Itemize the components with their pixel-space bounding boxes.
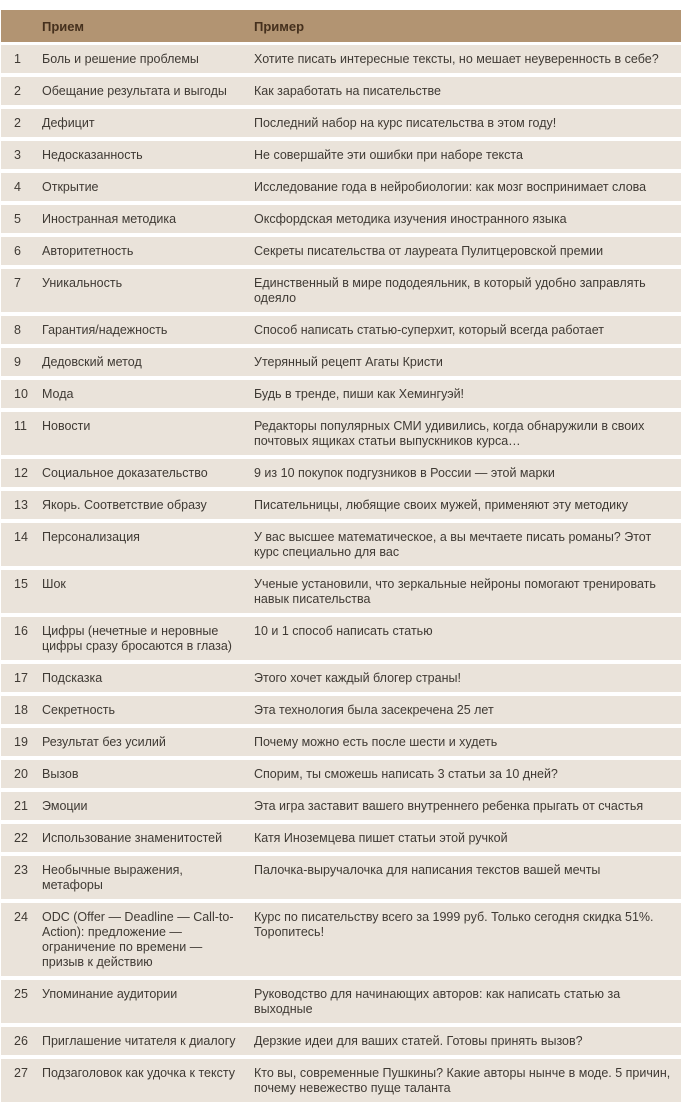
technique-cell: Вызов bbox=[42, 767, 79, 781]
table-row bbox=[1, 664, 681, 692]
table-row bbox=[1, 792, 681, 820]
example-cell: Секреты писательства от лауреата Пулитцеровской премии bbox=[254, 244, 604, 258]
table-row bbox=[1, 903, 681, 976]
example-cell: Палочка-выручалочка для написания текстов вашей мечты bbox=[254, 863, 601, 877]
technique-cell: Эмоции bbox=[42, 799, 88, 813]
technique-cell: Приглашение читателя к диалогу bbox=[42, 1034, 236, 1048]
example-cell: 9 из 10 покупок подгузников в России — этой марки bbox=[254, 466, 555, 480]
row-number-cell: 6 bbox=[14, 244, 21, 258]
table-row bbox=[1, 491, 681, 519]
technique-cell: Необычные выражения, метафоры bbox=[42, 863, 183, 892]
table-row bbox=[1, 109, 681, 137]
technique-cell: Уникальность bbox=[42, 276, 123, 290]
technique-cell: Шок bbox=[42, 577, 66, 591]
row-number-cell: 7 bbox=[14, 276, 21, 290]
table-row bbox=[1, 348, 681, 376]
row-number-cell: 20 bbox=[14, 767, 28, 781]
header-example-cell: Пример bbox=[254, 19, 305, 34]
technique-cell: Подсказка bbox=[42, 671, 103, 685]
technique-cell: Якорь. Соответствие образу bbox=[42, 498, 207, 512]
table-row bbox=[1, 269, 681, 312]
table-header-row bbox=[1, 10, 681, 42]
example-cell: Катя Иноземцева пишет статьи этой ручкой bbox=[254, 831, 508, 845]
table-row bbox=[1, 45, 681, 73]
technique-cell: Упоминание аудитории bbox=[42, 987, 178, 1001]
table-row bbox=[1, 570, 681, 613]
row-number-cell: 1 bbox=[14, 52, 21, 66]
example-cell: Как заработать на писательстве bbox=[254, 84, 441, 98]
table-row bbox=[1, 760, 681, 788]
table-row bbox=[1, 1027, 681, 1055]
example-cell: Единственный в мире пододеяльник, в который удобно заправлять одеяло bbox=[254, 276, 646, 305]
example-cell: Утерянный рецепт Агаты Кристи bbox=[254, 355, 443, 369]
row-number-cell: 12 bbox=[14, 466, 28, 480]
table-body bbox=[1, 45, 681, 1102]
row-number-cell: 5 bbox=[14, 212, 21, 226]
example-cell: Хотите писать интересные тексты, но мешает неуверенность в себе? bbox=[254, 52, 659, 66]
row-number-cell: 8 bbox=[14, 323, 21, 337]
example-cell: Кто вы, современные Пушкины? Какие авторы нынче в моде. 5 причин, почему невежество пуще таланта bbox=[254, 1066, 671, 1095]
table-row bbox=[1, 459, 681, 487]
technique-cell: Обещание результата и выгоды bbox=[42, 84, 227, 98]
technique-cell: Цифры (нечетные и неровные цифры сразу бросаются в глаза) bbox=[42, 624, 232, 653]
row-number-cell: 23 bbox=[14, 863, 28, 877]
technique-cell: ODC (Offer — Deadline — Call-to-Action): предложение — ограничение по времени — призыв к действию bbox=[42, 910, 234, 969]
table-row bbox=[1, 412, 681, 455]
technique-cell: Дедовский метод bbox=[42, 355, 142, 369]
technique-cell: Дефицит bbox=[42, 116, 95, 130]
technique-cell: Иностранная методика bbox=[42, 212, 177, 226]
row-number-cell: 2 bbox=[14, 116, 21, 130]
example-cell: Ученые установили, что зеркальные нейроны помогают тренировать навык писательства bbox=[254, 577, 656, 606]
row-number-cell: 13 bbox=[14, 498, 28, 512]
technique-cell: Гарантия/надежность bbox=[42, 323, 168, 337]
table-row bbox=[1, 141, 681, 169]
row-number-cell: 21 bbox=[14, 799, 28, 813]
example-cell: Редакторы популярных СМИ удивились, когда обнаружили в своих почтовых ящиках статьи выпускников курса… bbox=[254, 419, 645, 448]
technique-cell: Социальное доказательство bbox=[42, 466, 208, 480]
row-number-cell: 10 bbox=[14, 387, 28, 401]
example-cell: 10 и 1 способ написать статью bbox=[254, 624, 433, 638]
table-row bbox=[1, 980, 681, 1023]
row-number-cell: 25 bbox=[14, 987, 28, 1001]
technique-cell: Боль и решение проблемы bbox=[42, 52, 199, 66]
row-number-cell: 4 bbox=[14, 180, 21, 194]
header-technique-cell: Прием bbox=[42, 19, 84, 34]
example-cell: Курс по писательству всего за 1999 руб. Только сегодня скидка 51%. Торопитесь! bbox=[254, 910, 654, 939]
example-cell: Будь в тренде, пиши как Хемингуэй! bbox=[254, 387, 465, 401]
technique-cell: Открытие bbox=[42, 180, 99, 194]
table-row bbox=[1, 316, 681, 344]
row-number-cell: 18 bbox=[14, 703, 28, 717]
table-row bbox=[1, 728, 681, 756]
table-row bbox=[1, 523, 681, 566]
table-row bbox=[1, 77, 681, 105]
row-number-cell: 17 bbox=[14, 671, 28, 685]
row-number-cell: 26 bbox=[14, 1034, 28, 1048]
example-cell: Не совершайте эти ошибки при наборе текста bbox=[254, 148, 523, 162]
row-number-cell: 11 bbox=[14, 419, 27, 433]
example-cell: Эта игра заставит вашего внутреннего ребенка прыгать от счастья bbox=[254, 799, 644, 813]
table-row bbox=[1, 856, 681, 899]
example-cell: Эта технология была засекречена 25 лет bbox=[254, 703, 494, 717]
row-number-cell: 2 bbox=[14, 84, 21, 98]
example-cell: Писательницы, любящие своих мужей, применяют эту методику bbox=[254, 498, 629, 512]
example-cell: Руководство для начинающих авторов: как написать статью за выходные bbox=[254, 987, 621, 1016]
table-row bbox=[1, 824, 681, 852]
table-row bbox=[1, 696, 681, 724]
example-cell: Дерзкие идеи для ваших статей. Готовы принять вызов? bbox=[254, 1034, 583, 1048]
technique-cell: Использование знаменитостей bbox=[42, 831, 223, 845]
example-cell: Почему можно есть после шести и худеть bbox=[254, 735, 498, 749]
row-number-cell: 24 bbox=[14, 910, 28, 924]
technique-cell: Новости bbox=[42, 419, 91, 433]
row-number-cell: 14 bbox=[14, 530, 28, 544]
table-row bbox=[1, 1059, 681, 1102]
technique-cell: Авторитетность bbox=[42, 244, 134, 258]
row-number-cell: 3 bbox=[14, 148, 21, 162]
technique-cell: Секретность bbox=[42, 703, 116, 717]
example-cell: Последний набор на курс писательства в этом году! bbox=[254, 116, 557, 130]
technique-cell: Подзаголовок как удочка к тексту bbox=[42, 1066, 235, 1080]
example-cell: Спорим, ты сможешь написать 3 статьи за 10 дней? bbox=[254, 767, 558, 781]
table-row bbox=[1, 205, 681, 233]
example-cell: Этого хочет каждый блогер страны! bbox=[254, 671, 461, 685]
table-row bbox=[1, 380, 681, 408]
technique-cell: Недосказанность bbox=[42, 148, 143, 162]
row-number-cell: 15 bbox=[14, 577, 28, 591]
technique-cell: Результат без усилий bbox=[42, 735, 166, 749]
example-cell: Оксфордская методика изучения иностранного языка bbox=[254, 212, 567, 226]
row-number-cell: 9 bbox=[14, 355, 21, 369]
technique-cell: Персонализация bbox=[42, 530, 140, 544]
row-number-cell: 22 bbox=[14, 831, 28, 845]
technique-cell: Мода bbox=[42, 387, 74, 401]
row-number-cell: 16 bbox=[14, 624, 28, 638]
row-number-cell: 19 bbox=[14, 735, 28, 749]
table-row bbox=[1, 173, 681, 201]
example-cell: У вас высшее математическое, а вы мечтаете писать романы? Этот курс специально для вас bbox=[254, 530, 652, 559]
example-cell: Исследование года в нейробиологии: как мозг воспринимает слова bbox=[254, 180, 647, 194]
row-number-cell: 27 bbox=[14, 1066, 28, 1080]
example-cell: Способ написать статью-суперхит, который всегда работает bbox=[254, 323, 604, 337]
table-row bbox=[1, 237, 681, 265]
table-row bbox=[1, 617, 681, 660]
header-number-cell bbox=[1, 10, 42, 42]
